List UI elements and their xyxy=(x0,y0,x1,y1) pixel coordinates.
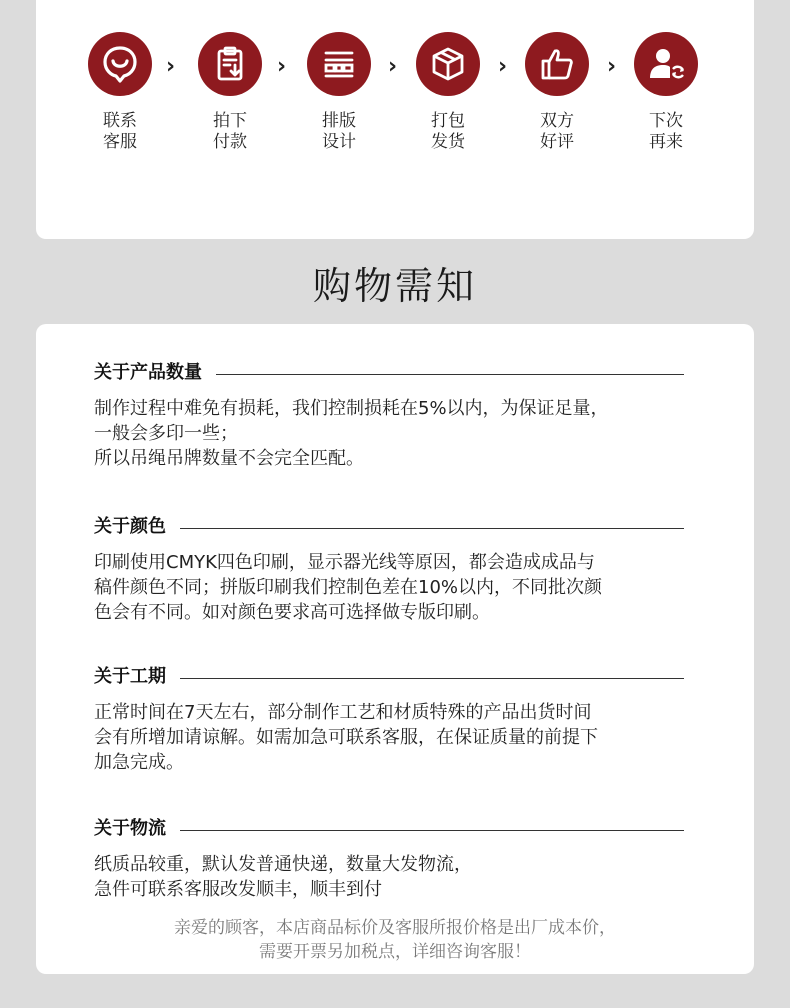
section-color xyxy=(94,512,684,625)
price-notice: 亲爱的顾客，本店商品标价及客服所报价格是出厂成本价， 需要开票另加税点，详细咨询客服！ xyxy=(174,918,616,962)
section-title: 关于产品数量 xyxy=(94,362,216,383)
layout-icon xyxy=(307,32,371,96)
clipboard-download-icon xyxy=(198,32,262,96)
user-refresh-icon xyxy=(634,32,698,96)
section-header xyxy=(94,814,684,840)
section-text: 制作过程中难免有损耗，我们控制损耗在5%以内，为保证足量， 一般会多印一些； 所以吊绳吊牌数量不会完全匹配。 xyxy=(94,398,609,469)
divider xyxy=(94,830,684,831)
notice-card xyxy=(36,324,754,974)
step-come-again xyxy=(606,32,726,153)
section-header xyxy=(94,512,684,538)
divider xyxy=(94,528,684,529)
section-header xyxy=(94,662,684,688)
section-title: 关于物流 xyxy=(94,818,180,839)
step-contact-service xyxy=(60,32,180,153)
section-title: 关于颜色 xyxy=(94,516,180,537)
package-icon xyxy=(416,32,480,96)
section-lead-time xyxy=(94,662,684,775)
step-pack-ship xyxy=(388,32,508,153)
chevron-right-icon: › xyxy=(166,54,176,79)
section-text: 纸质品较重，默认发普通快递，数量大发物流， 急件可联系客服改发顺丰，顺丰到付 xyxy=(94,854,472,900)
step-label: 打包 发货 xyxy=(431,111,465,152)
section-text: 正常时间在7天左右，部分制作工艺和材质特殊的产品出货时间 会有所增加请谅解。如需加急可联系客服，在保证质量的前提下 加急完成。 xyxy=(94,702,598,773)
section-title: 关于工期 xyxy=(94,666,180,687)
section-logistics xyxy=(94,814,684,902)
divider xyxy=(94,678,684,679)
step-order-pay xyxy=(170,32,290,153)
page-title: 购物需知 xyxy=(312,264,477,308)
chevron-right-icon: › xyxy=(498,54,508,79)
chat-smile-icon xyxy=(88,32,152,96)
process-card xyxy=(36,0,754,239)
thumbs-up-icon xyxy=(525,32,589,96)
step-label: 拍下 付款 xyxy=(213,111,247,152)
step-label: 双方 好评 xyxy=(540,111,574,152)
section-header xyxy=(94,358,684,384)
step-label: 排版 设计 xyxy=(322,111,356,152)
step-label: 联系 客服 xyxy=(103,111,137,152)
step-label: 下次 再来 xyxy=(649,111,683,152)
chevron-right-icon: › xyxy=(607,54,617,79)
step-layout-design xyxy=(279,32,399,153)
section-quantity xyxy=(94,358,684,471)
step-good-review xyxy=(497,32,617,153)
section-text: 印刷使用CMYK四色印刷，显示器光线等原因，都会造成成品与 稿件颜色不同；拼版印刷我们控制色差在10%以内，不同批次颜 色会有不同。如对颜色要求高可选择做专版印刷。 xyxy=(94,552,603,623)
chevron-right-icon: › xyxy=(388,54,398,79)
chevron-right-icon: › xyxy=(277,54,287,79)
